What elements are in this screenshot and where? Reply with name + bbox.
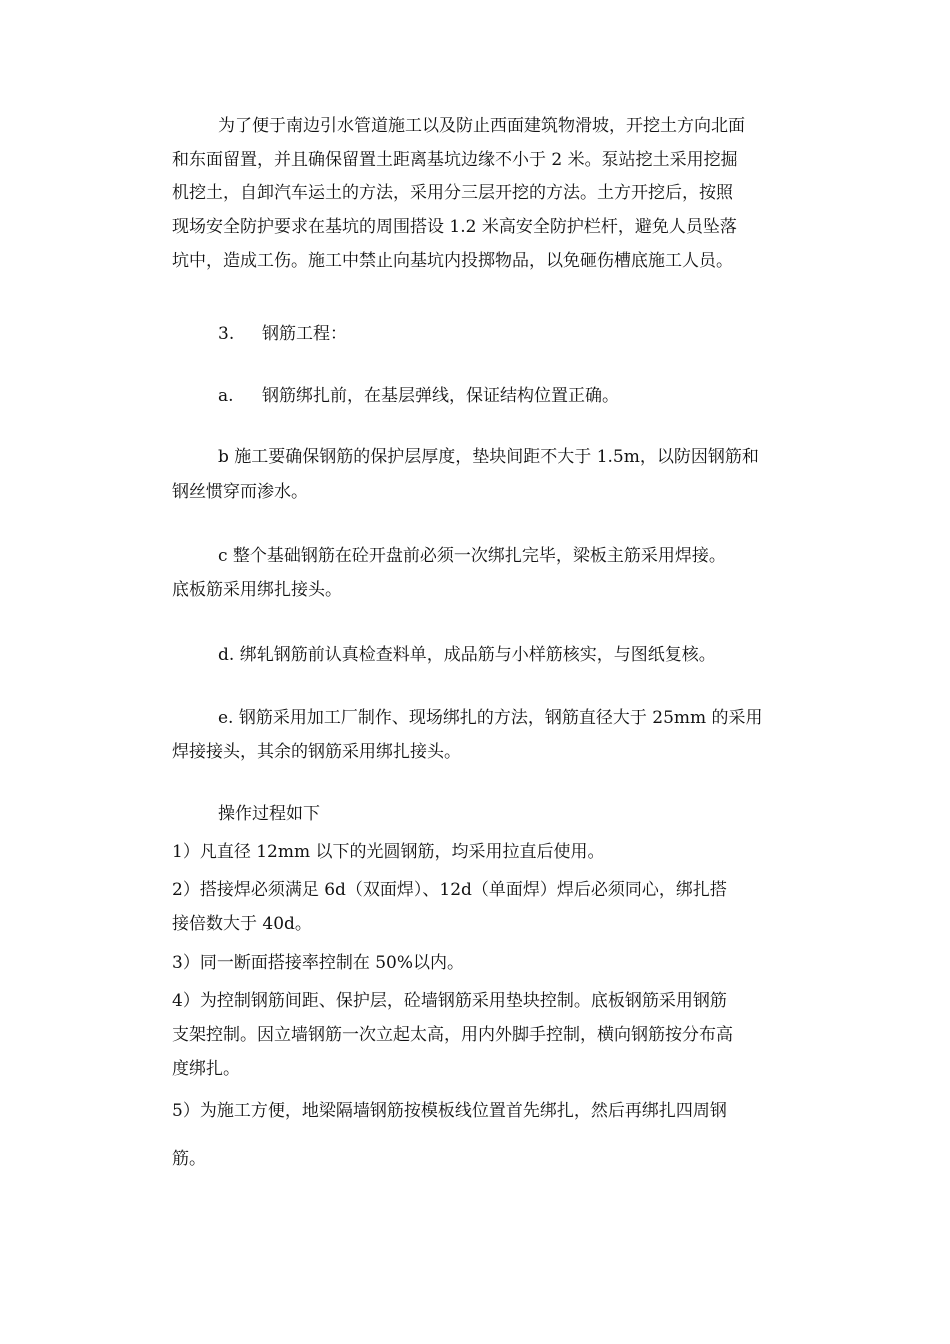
step-line: 4）为控制钢筋间距、保护层，砼墙钢筋采用垫块控制。底板钢筋采用钢筋 xyxy=(172,991,727,1011)
section-number: 3. xyxy=(218,324,235,344)
item-line: 钢丝惯穿而渗水。 xyxy=(172,482,308,502)
item-text: 钢筋绑扎前，在基层弹线，保证结构位置正确。 xyxy=(262,386,619,406)
item-line: 焊接接头，其余的钢筋采用绑扎接头。 xyxy=(172,742,461,762)
step-line: 5）为施工方便，地梁隔墙钢筋按模板线位置首先绑扎，然后再绑扎四周钢 xyxy=(172,1101,727,1121)
step-line: 支架控制。因立墙钢筋一次立起太高，用内外脚手控制，横向钢筋按分布高 xyxy=(172,1025,733,1045)
paragraph-line: 现场安全防护要求在基坑的周围搭设 1.2 米高安全防护栏杆，避免人员坠落 xyxy=(172,217,737,237)
step-line: 2）搭接焊必须满足 6d（双面焊）、12d（单面焊）焊后必须同心，绑扎搭 xyxy=(172,880,727,900)
item-marker: a. xyxy=(218,386,234,406)
section-title: 钢筋工程： xyxy=(262,324,347,344)
step-line: 度绑扎。 xyxy=(172,1059,240,1079)
item-line: 底板筋采用绑扎接头。 xyxy=(172,580,342,600)
step-line: 1）凡直径 12mm 以下的光圆钢筋，均采用拉直后使用。 xyxy=(172,842,605,862)
item-line: e. 钢筋采用加工厂制作、现场绑扎的方法，钢筋直径大于 25mm 的采用 xyxy=(218,708,763,728)
step-line: 3）同一断面搭接率控制在 50%以内。 xyxy=(172,953,465,973)
item-line: b 施工要确保钢筋的保护层厚度，垫块间距不大于 1.5m，以防因钢筋和 xyxy=(218,447,759,467)
paragraph-line: 坑中，造成工伤。施工中禁止向基坑内投掷物品，以免砸伤槽底施工人员。 xyxy=(172,251,733,271)
step-line: 接倍数大于 40d。 xyxy=(172,914,312,934)
item-line: c 整个基础钢筋在砼开盘前必须一次绑扎完毕，梁板主筋采用焊接。 xyxy=(218,546,726,566)
step-line: 筋。 xyxy=(172,1149,206,1169)
item-line: d. 绑轧钢筋前认真检查料单，成品筋与小样筋核实，与图纸复核。 xyxy=(218,645,716,665)
paragraph-line: 和东面留置，并且确保留置土距离基坑边缘不小于 2 米。泵站挖土采用挖掘 xyxy=(172,150,738,170)
process-heading: 操作过程如下 xyxy=(218,804,320,824)
paragraph-line: 机挖土，自卸汽车运土的方法，采用分三层开挖的方法。土方开挖后，按照 xyxy=(172,183,733,203)
paragraph-line: 为了便于南边引水管道施工以及防止西面建筑物滑坡，开挖土方向北面 xyxy=(218,116,745,136)
